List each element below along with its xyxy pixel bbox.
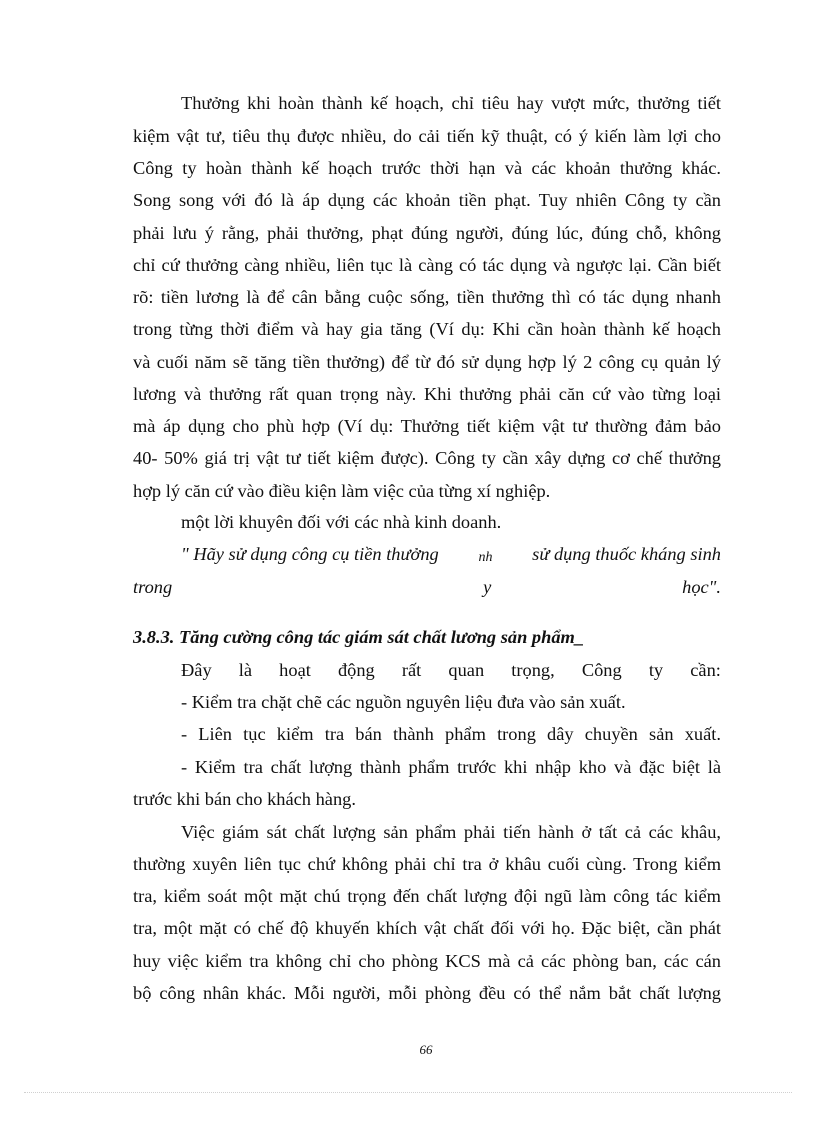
paragraph-1-line: 40- 50% giá trị vật tư tiết kiệm được). Công ty cần xây dựng cơ chế thưởng xyxy=(133,448,721,468)
section-heading: 3.8.3. Tăng cường công tác giám sát chất lương sản phẩm_ xyxy=(133,627,585,647)
paragraph-1-line: kiệm vật tư, tiêu thụ được nhiều, do cải tiến kỹ thuật, có ý kiến làm lợi cho xyxy=(133,126,721,146)
footer-divider xyxy=(24,1092,792,1093)
bullet-continuation: trước khi bán cho khách hàng. xyxy=(133,789,356,809)
paragraph-2-line: bộ công nhân khác. Mỗi người, mỗi phòng đều có thể nắm bắt chất lượng xyxy=(133,983,721,1003)
advice-line: một lời khuyên đối với các nhà kinh doanh. xyxy=(181,512,502,532)
paragraph-1-line: rõ: tiền lương là để cân bằng cuộc sống, tiền thưởng thì có tác dụng nhanh xyxy=(133,287,721,307)
intro-word: động xyxy=(337,660,375,680)
quote-part-1: " Hãy sử dụng công cụ tiền thưởng xyxy=(181,544,439,564)
paragraph-1-line: Song song với đó là áp dụng các khoản tiền phạt. Tuy nhiên Công ty cần xyxy=(133,190,721,210)
section-intro xyxy=(181,659,721,681)
intro-word: rất xyxy=(401,660,422,680)
quote-subscript: nh xyxy=(478,550,493,565)
paragraph-1-line: phải lưu ý rằng, phải thưởng, phạt đúng người, đúng lúc, đúng chỗ, không xyxy=(133,223,721,243)
paragraph-1-line: Thưởng khi hoàn thành kế hoạch, chỉ tiêu hay vượt mức, thưởng tiết xyxy=(181,93,721,113)
bullet-item: - Kiểm tra chặt chẽ các nguồn nguyên liệu đưa vào sản xuất. xyxy=(181,692,626,712)
bullet-item: - Liên tục kiểm tra bán thành phẩm trong dây chuyền sản xuất. xyxy=(181,724,721,744)
intro-word: là xyxy=(238,660,253,680)
paragraph-1-line: hợp lý căn cứ vào điều kiện làm việc của từng xí nghiệp. xyxy=(133,481,551,501)
paragraph-1-line: và cuối năm sẽ tăng tiền thưởng) để từ đó sử dụng hợp lý 2 công cụ quản lý xyxy=(133,352,721,372)
intro-word: trọng, xyxy=(511,660,555,680)
quote-line-2-middle: y xyxy=(483,577,492,597)
paragraph-1-line: chỉ cứ thưởng càng nhiều, liên tục là càng có tác dụng và ngược lại. Cần biết xyxy=(133,255,721,275)
paragraph-2-line: Việc giám sát chất lượng sản phẩm phải tiến hành ở tất cả các khâu, xyxy=(181,822,721,842)
paragraph-2-line: huy việc kiểm tra không chỉ cho phòng KCS mà cả các phòng ban, các cán xyxy=(133,951,721,971)
bullet-item: - Kiểm tra chất lượng thành phẩm trước khi nhập kho và đặc biệt là xyxy=(181,757,721,777)
intro-word: quan xyxy=(448,660,485,680)
paragraph-1-line: Công ty hoàn thành kế hoạch trước thời hạn và các khoản thưởng khác. xyxy=(133,158,721,178)
paragraph-1-line: trong từng thời điểm và hay gia tăng (Ví dụ: Khi cần hoàn thành kế hoạch xyxy=(133,319,721,339)
intro-word: hoạt xyxy=(279,660,311,680)
quote-line-2-left: trong xyxy=(133,577,173,597)
paragraph-1-line: lương và thưởng rất quan trọng này. Khi thưởng phải căn cứ vào từng loại xyxy=(133,384,721,404)
intro-word: ty xyxy=(648,660,664,680)
quote-line-2 xyxy=(133,576,721,598)
paragraph-2-line: tra, kiểm soát một mặt chú trọng đến chất lượng đội ngũ làm công tác kiểm xyxy=(133,886,721,906)
intro-word: cần: xyxy=(690,660,721,680)
paragraph-2-line: tra, một mặt có chế độ khuyến khích vật chất đối với họ. Đặc biệt, cần phát xyxy=(133,918,721,938)
page-number: 66 xyxy=(419,1042,433,1057)
paragraph-1-line: mà áp dụng cho phù hợp (Ví dụ: Thưởng tiết kiệm vật tư thường đảm bảo xyxy=(133,416,721,436)
intro-word: Công xyxy=(581,660,622,680)
intro-word: Đây xyxy=(181,660,212,680)
quote-part-2: sử dụng thuốc kháng sinh xyxy=(532,544,721,564)
quote-line-2-right: học". xyxy=(682,577,721,597)
paragraph-2-line: thường xuyên liên tục chứ không phải chỉ tra ở khâu cuối cùng. Trong kiểm xyxy=(133,854,721,874)
quote-line-1 xyxy=(181,543,721,565)
